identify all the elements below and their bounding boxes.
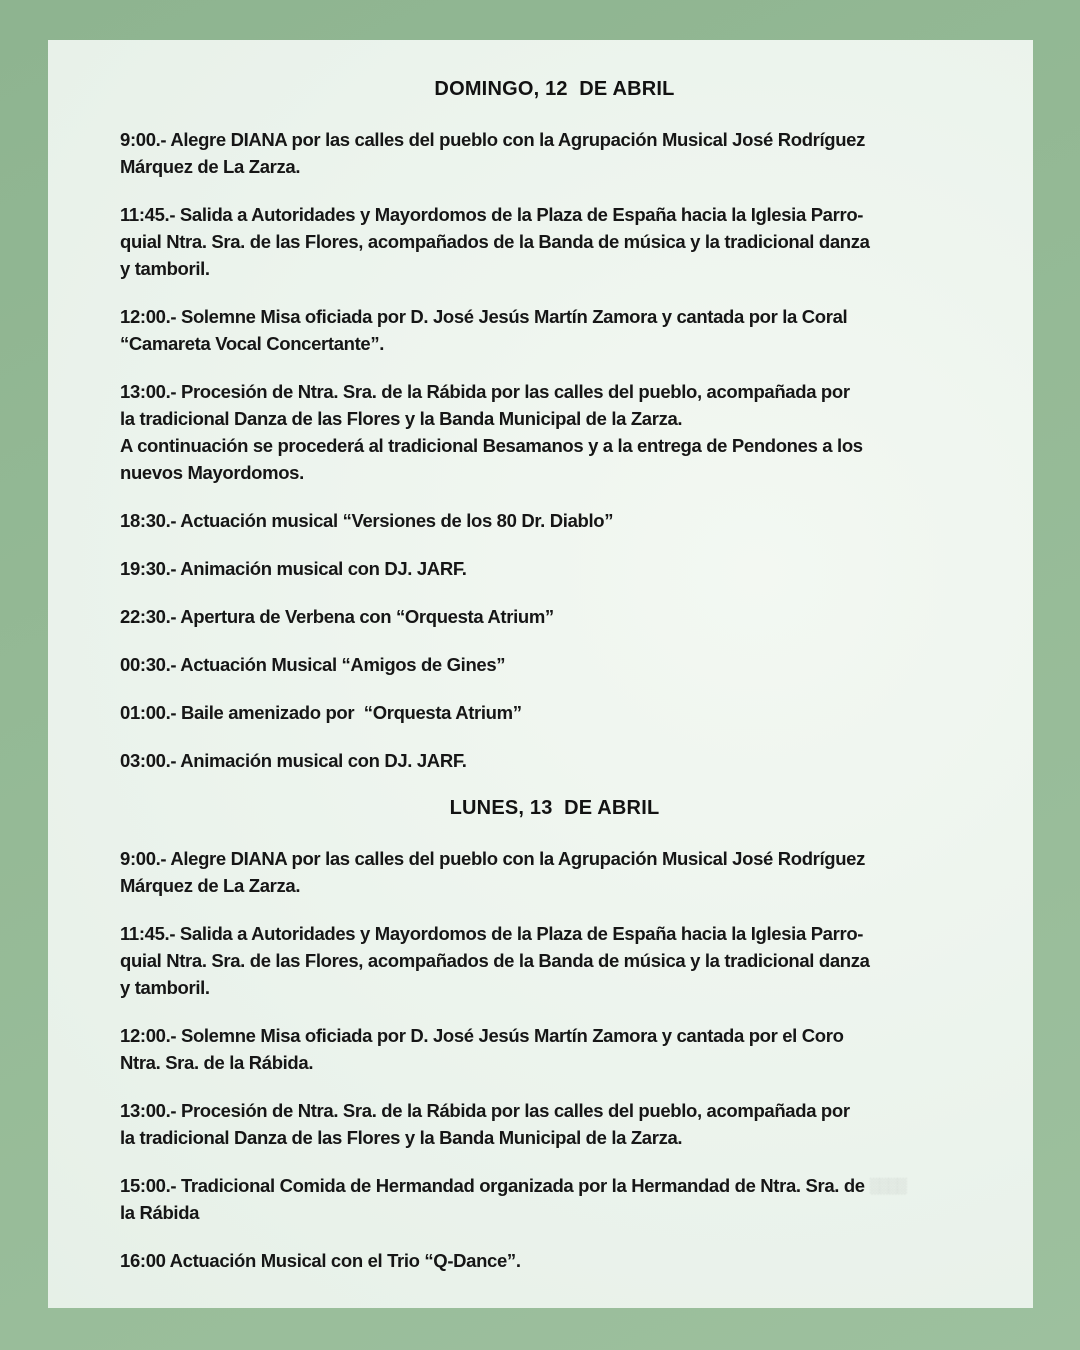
event-paragraph	[120, 555, 989, 582]
event-paragraph	[120, 126, 989, 180]
event-line: 15:00.- Tradicional Comida de Hermandad organizada por la Hermandad de Ntra. Sra. de ░░░░	[120, 1175, 905, 1196]
event-line: y tamboril.	[120, 977, 210, 998]
event-line: quial Ntra. Sra. de las Flores, acompañados de la Banda de música y la tradicional danza	[120, 950, 870, 971]
event-line: 16:00 Actuación Musical con el Trio “Q-Dance”.	[120, 1250, 521, 1271]
event-line: “Camareta Vocal Concertante”.	[120, 333, 385, 354]
event-paragraph	[120, 1022, 989, 1076]
program-section-0	[120, 76, 989, 774]
event-paragraph	[120, 1097, 989, 1151]
event-line: la Rábida	[120, 1202, 200, 1223]
event-paragraph	[120, 845, 989, 899]
event-paragraph	[120, 1247, 989, 1274]
event-line: 19:30.- Animación musical con DJ. JARF.	[120, 558, 467, 579]
event-line: 22:30.- Apertura de Verbena con “Orquesta Atrium”	[120, 606, 554, 627]
event-line: y tamboril.	[120, 258, 210, 279]
event-line: 03:00.- Animación musical con DJ. JARF.	[120, 750, 467, 771]
event-paragraph	[120, 201, 989, 282]
event-line: Márquez de La Zarza.	[120, 156, 301, 177]
event-paragraph	[120, 747, 989, 774]
event-line: 9:00.- Alegre DIANA por las calles del pueblo con la Agrupación Musical José Rodríguez	[120, 848, 866, 869]
event-paragraph	[120, 507, 989, 534]
event-paragraph	[120, 378, 989, 486]
event-paragraph	[120, 1172, 989, 1226]
program-section-1	[120, 795, 989, 1274]
event-line: 01:00.- Baile amenizado por “Orquesta Atrium”	[120, 702, 522, 723]
document-page	[48, 40, 1033, 1308]
event-line: 12:00.- Solemne Misa oficiada por D. José Jesús Martín Zamora y cantada por el Coro	[120, 1025, 844, 1046]
event-line: 18:30.- Actuación musical “Versiones de los 80 Dr. Diablo”	[120, 510, 614, 531]
event-line: 9:00.- Alegre DIANA por las calles del pueblo con la Agrupación Musical José Rodríguez	[120, 129, 866, 150]
event-line: quial Ntra. Sra. de las Flores, acompañados de la Banda de música y la tradicional danza	[120, 231, 870, 252]
event-paragraph	[120, 651, 989, 678]
event-line: 13:00.- Procesión de Ntra. Sra. de la Rábida por las calles del pueblo, acompañada por	[120, 381, 850, 402]
noise-artifact: ░░░░	[869, 1177, 905, 1194]
event-line: la tradicional Danza de las Flores y la Banda Municipal de la Zarza.	[120, 408, 683, 429]
event-line: 13:00.- Procesión de Ntra. Sra. de la Rábida por las calles del pueblo, acompañada por	[120, 1100, 850, 1121]
event-paragraph	[120, 920, 989, 1001]
event-line: 00:30.- Actuación Musical “Amigos de Gines”	[120, 654, 506, 675]
event-line: 12:00.- Solemne Misa oficiada por D. José Jesús Martín Zamora y cantada por la Coral	[120, 306, 848, 327]
event-line: nuevos Mayordomos.	[120, 462, 304, 483]
event-paragraph	[120, 699, 989, 726]
event-line: Márquez de La Zarza.	[120, 875, 301, 896]
event-line: la tradicional Danza de las Flores y la Banda Municipal de la Zarza.	[120, 1127, 683, 1148]
section-title: LUNES, 13 DE ABRIL	[449, 797, 660, 819]
event-line: 11:45.- Salida a Autoridades y Mayordomos de la Plaza de España hacia la Iglesia Parro-	[120, 923, 864, 944]
event-paragraph	[120, 603, 989, 630]
section-title: DOMINGO, 12 DE ABRIL	[434, 78, 675, 100]
event-paragraph	[120, 303, 989, 357]
event-line: Ntra. Sra. de la Rábida.	[120, 1052, 314, 1073]
event-line: 11:45.- Salida a Autoridades y Mayordomos de la Plaza de España hacia la Iglesia Parro-	[120, 204, 864, 225]
event-line: A continuación se procederá al tradicional Besamanos y a la entrega de Pendones a los	[120, 435, 863, 456]
